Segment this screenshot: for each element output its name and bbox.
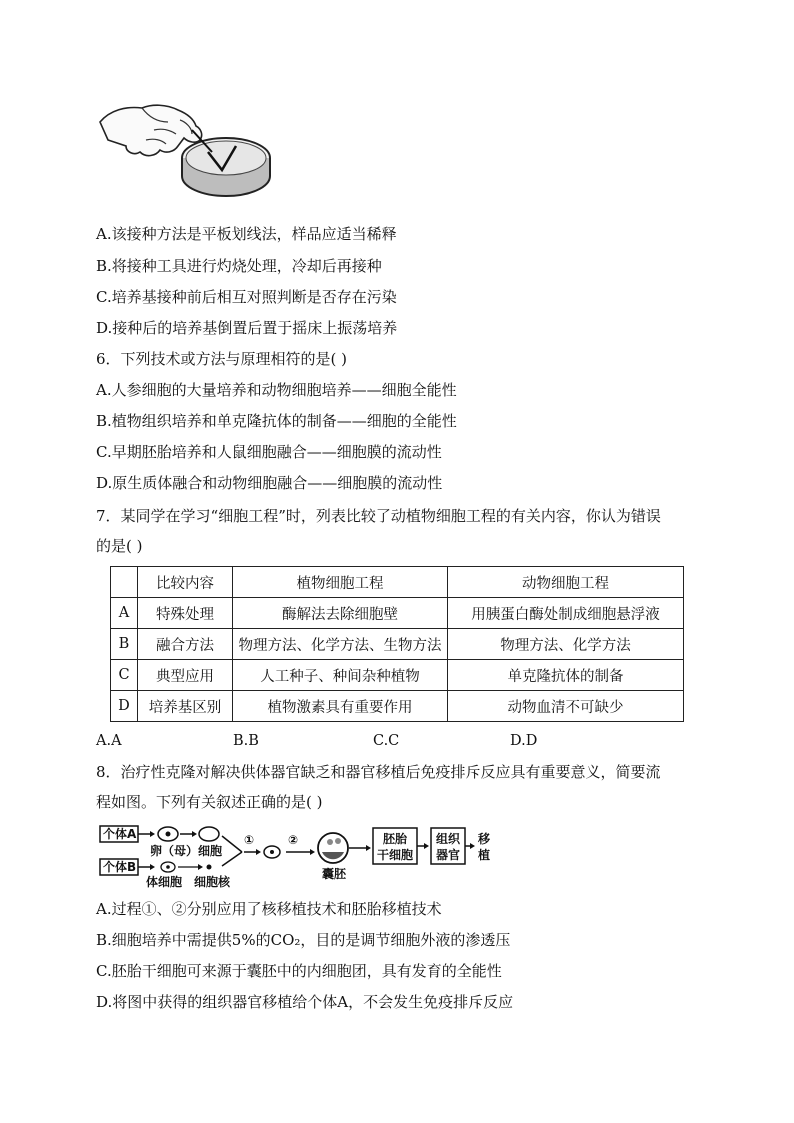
q7-stem-line1: 7．某同学在学习“细胞工程”时，列表比较了动植物细胞工程的有关内容，你认为错误 (96, 507, 661, 525)
q5-option-a: A.该接种方法是平板划线法，样品应适当稀释 (96, 225, 397, 243)
table-cell: 人工种子、种间杂种植物 (233, 660, 448, 691)
q8-option-d: D.将图中获得的组织器官移植给个体A，不会发生免疫排斥反应 (96, 993, 514, 1011)
table-cell: 融合方法 (138, 629, 233, 660)
table-cell: C (111, 660, 138, 691)
transplant-label-line2: 植 (478, 848, 491, 862)
step2-label: ② (288, 833, 299, 847)
table-cell: D (111, 691, 138, 722)
blastocyst-label: 囊胚 (322, 867, 347, 881)
table-row (111, 660, 684, 691)
table-cell (111, 567, 138, 598)
table-cell: 物理方法、化学方法、生物方法 (233, 629, 448, 660)
transplant-label-line1: 移 (478, 832, 491, 846)
q7-answer-b: B.B (233, 733, 259, 749)
enucleated-egg-icon (199, 827, 219, 841)
q5-option-c: C.培养基接种前后相互对照判断是否存在污染 (96, 288, 397, 306)
q7-answer-c: C.C (373, 733, 400, 749)
somatic-label: 体细胞 (146, 875, 183, 889)
individual-b-label: 个体B (103, 860, 137, 874)
q6-option-a: A.人参细胞的大量培养和动物细胞培养——细胞全能性 (96, 381, 457, 399)
q7-comparison-table (110, 566, 684, 722)
q8-option-a: A.过程①、②分别应用了核移植技术和胚胎移植技术 (96, 900, 442, 918)
organ-label-line2: 器官 (436, 848, 461, 862)
table-cell: 植物细胞工程 (233, 567, 448, 598)
table-cell: 物理方法、化学方法 (448, 629, 684, 660)
table-cell: B (111, 629, 138, 660)
table-cell: 典型应用 (138, 660, 233, 691)
egg-label: 卵（母）细胞 (150, 844, 223, 858)
q7-answer-a: A.A (96, 733, 122, 749)
q6-option-b: B.植物组织培养和单克隆抗体的制备——细胞的全能性 (96, 412, 457, 430)
table-row (111, 691, 684, 722)
q6-option-d: D.原生质体融合和动物细胞融合——细胞膜的流动性 (96, 474, 443, 492)
table-cell: 动物血清不可缺少 (448, 691, 684, 722)
cloning-flow-diagram (98, 822, 518, 890)
table-header-row (111, 567, 684, 598)
q6-stem: 6．下列技术或方法与原理相符的是( ) (96, 350, 348, 368)
q8-stem-line2: 程如图。下列有关叙述正确的是( ) (96, 793, 323, 811)
q7-stem-line2: 的是( ) (96, 537, 143, 555)
table-cell: 特殊处理 (138, 598, 233, 629)
streak-plate-illustration (96, 100, 276, 200)
table-row (111, 629, 684, 660)
q6-option-c: C.早期胚胎培养和人鼠细胞融合——细胞膜的流动性 (96, 443, 442, 461)
q8-option-b: B.细胞培养中需提供5%的CO₂，目的是调节细胞外液的渗透压 (96, 931, 511, 949)
organ-label-line1: 组织 (436, 832, 461, 846)
table-cell: A (111, 598, 138, 629)
esc-label-line1: 胚胎 (383, 832, 408, 846)
q5-option-d: D.接种后的培养基倒置后置于摇床上振荡培养 (96, 319, 398, 337)
table-row (111, 598, 684, 629)
q7-answer-d: D.D (510, 733, 538, 749)
table-cell: 酶解法去除细胞壁 (233, 598, 448, 629)
step1-label: ① (244, 833, 255, 847)
q8-stem-line1: 8．治疗性克隆对解决供体器官缺乏和器官移植后免疫排斥反应具有重要意义，简要流 (96, 763, 661, 781)
nucleus-icon (207, 865, 212, 870)
nucleus-label: 细胞核 (194, 875, 231, 889)
q8-option-c: C.胚胎干细胞可来源于囊胚中的内细胞团，具有发育的全能性 (96, 962, 502, 980)
table-cell: 培养基区别 (138, 691, 233, 722)
table-cell: 植物激素具有重要作用 (233, 691, 448, 722)
table-cell: 用胰蛋白酶处制成细胞悬浮液 (448, 598, 684, 629)
table-cell: 比较内容 (138, 567, 233, 598)
esc-label-line2: 干细胞 (377, 848, 414, 862)
individual-a-label: 个体A (103, 827, 137, 841)
table-cell: 单克隆抗体的制备 (448, 660, 684, 691)
q5-option-b: B.将接种工具进行灼烧处理，冷却后再接种 (96, 257, 382, 275)
table-cell: 动物细胞工程 (448, 567, 684, 598)
